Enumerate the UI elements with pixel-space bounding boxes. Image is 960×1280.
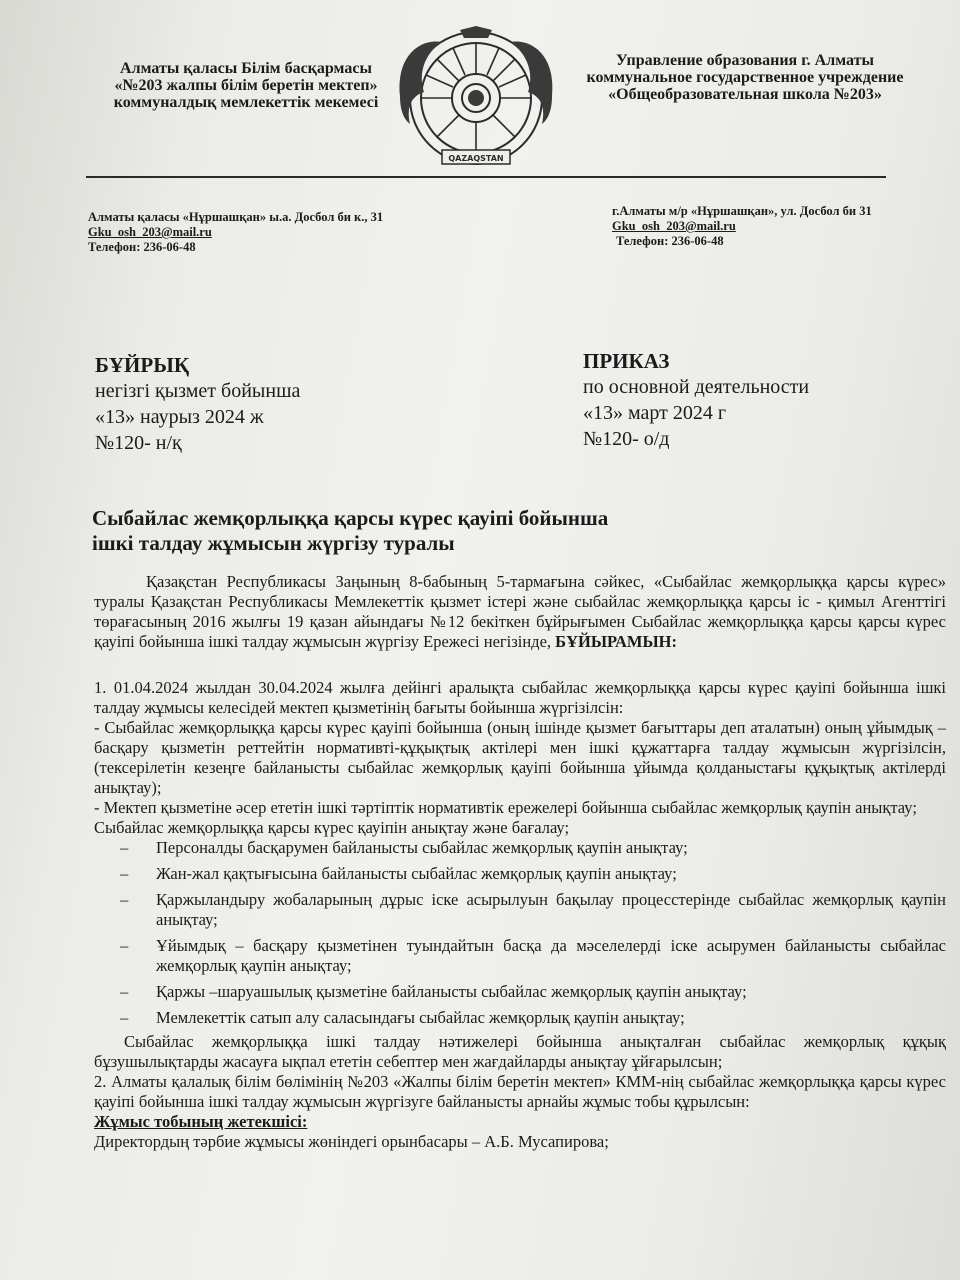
address-ru (612, 204, 872, 249)
order-ru-number: №120- о/д (583, 428, 670, 450)
header-ru-line: Управление образования г. Алматы (616, 52, 874, 69)
order-kz-date: «13» наурыз 2024 ж (95, 406, 264, 428)
emblem-text: QAZAQSTAN (448, 154, 504, 163)
item-1-sub-3: Сыбайлас жемқорлыққа қарсы күрес қауіпін анықтау және бағалау; (94, 818, 570, 837)
list-item: – Персоналды басқарумен байланысты сыбайлас жемқорлық қаупін анықтау; (120, 838, 688, 857)
address-kz-email[interactable]: Gku_osh_203@mail.ru (88, 225, 212, 239)
list-item: – Жан-жал қақтығысына байланысты сыбайлас жемқорлық қаупін анықтау; (120, 864, 677, 883)
list-item: – Ұйымдық – басқару қызметінен туындайтын басқа да мәселелерді іске асырумен байланысты сыбайлас жемқорлық қаупін анықтау; (120, 936, 946, 975)
header-kz (86, 60, 406, 111)
document-title-line: ішкі талдау жұмысын жүргізу туралы (92, 531, 455, 555)
order-kz-title: БҰЙРЫҚ (95, 353, 190, 377)
item-1-closing: Сыбайлас жемқорлыққа ішкі талдау нәтижелері бойынша анықталған сыбайлас жемқорлық құқық бұзушылықтарды жасауға ықпал ететін себептер мен жағдайларды анықтау ұйғарылсын; (94, 1032, 946, 1071)
preamble (94, 572, 946, 652)
order-ru-type: по основной деятельности (583, 376, 810, 398)
item-1-intro: 1. 01.04.2024 жылдан 30.04.2024 жылға дейінгі аралықта сыбайлас жемқорлыққа қарсы күрес қауіпі бойынша ішкі талдау жұмысы келесідей мектеп қызметінің бағыты бойынша жүргізілсін: (94, 678, 946, 717)
order-ru (583, 348, 809, 452)
address-ru-street: г.Алматы м/р «Нұршашқан», ул. Досбол би 31 (612, 204, 872, 218)
address-kz (88, 210, 383, 255)
header-ru (555, 52, 935, 103)
list-item: – Қаржы –шаруашылық қызметіне байланысты сыбайлас жемқорлық қаупін анықтау; (120, 982, 747, 1001)
address-kz-street: Алматы қаласы «Нұршашқан» ы.а. Досбол би к., 31 (88, 210, 384, 224)
header-kz-line: «№203 жалпы білім беретін мектеп» (114, 77, 378, 94)
document-title-line: Сыбайлас жемқорлыққа қарсы күрес қауіпі бойынша (92, 506, 609, 530)
address-kz-phone: Телефон: 236-06-48 (88, 240, 196, 254)
address-ru-phone: Телефон: 236-06-48 (616, 234, 724, 248)
state-emblem (390, 26, 562, 176)
document-body (94, 572, 946, 1152)
list-item: – Мемлекеттік сатып алу саласындағы сыбайлас жемқорлық қаупін анықтау; (120, 1008, 685, 1027)
group-heading: Жұмыс тобының жетекшісі: (94, 1112, 308, 1131)
item-1-sub-2: - Мектеп қызметіне әсер ететін ішкі тәртіптік нормативтік ережелері бойынша сыбайлас жемқорлық қаупін анықтау; (94, 798, 917, 817)
header-kz-line: коммуналдық мемлекеттік мекемесі (113, 94, 379, 111)
document-title (92, 506, 608, 556)
item-2: 2. Алматы қалалық білім бөлімінің №203 «Жалпы білім беретін мектеп» КММ-нің сыбайлас жемқорлыққа қарсы күрес қауіпі бойынша ішкі талдау жұмысын жүргізуге байланысты арнайы жұмыс тобы құрылсын: (94, 1072, 946, 1111)
order-ru-title: ПРИКАЗ (583, 349, 670, 373)
group-member: Директордың тәрбие жұмысы жөніндегі орынбасары – А.Б. Мусапирова; (94, 1132, 609, 1151)
address-ru-email[interactable]: Gku_osh_203@mail.ru (612, 219, 736, 233)
header-divider (86, 176, 886, 178)
preamble-order-word: БҰЙЫРАМЫН: (555, 632, 678, 651)
risk-list (94, 838, 946, 1028)
item-1-sub-1: - Сыбайлас жемқорлыққа қарсы күрес қауіпі бойынша (оның ішінде қызмет бағыттары деп аталатын) оның ұйымдық – басқару қызметін реттейтін нормативті-құқықтық актілері мен ішкі құжаттарға талдау жұмысын жүргізілсін, (тексерілетін кезеңге байланысты сыбайлас жемқорлық қауіпі бойынша ұйымда қолданыстағы құқықтық актілерді анықтау); (94, 718, 946, 797)
preamble-text: Қазақстан Республикасы Заңының 8-бабының 5-тармағына сәйкес, «Сыбайлас жемқорлыққа қарсы күрес» туралы Қазақстан Республикасы Мемлекеттік қызмет істері және сыбайлас жемқорлыққа қарсы іс - қимыл Агенттігі төрағасының 2016 жылғы 19 қазан айындағы №12 бекіткен бұйрығымен Сыбайлас жемқорлыққа қарсы қарсы күрес қауіпі бойынша ішкі талдау жұмысын жүргізу Ережесі негізінде, (94, 572, 946, 651)
header-ru-line: «Общеобразовательная школа №203» (608, 86, 882, 103)
header-kz-line: Алматы қаласы Білім басқармасы (120, 60, 372, 77)
order-kz-number: №120- н/қ (95, 432, 182, 454)
order-ru-date: «13» март 2024 г (583, 402, 727, 424)
header-ru-line: коммунальное государственное учреждение (586, 69, 904, 86)
list-item: – Қаржыландыру жобаларының дұрыс іске асырылуын бақылау процесстерінде сыбайлас жемқорлық қаупін анықтау; (120, 890, 946, 929)
order-kz-type: негізгі қызмет бойынша (95, 380, 301, 402)
order-kz (95, 352, 300, 456)
